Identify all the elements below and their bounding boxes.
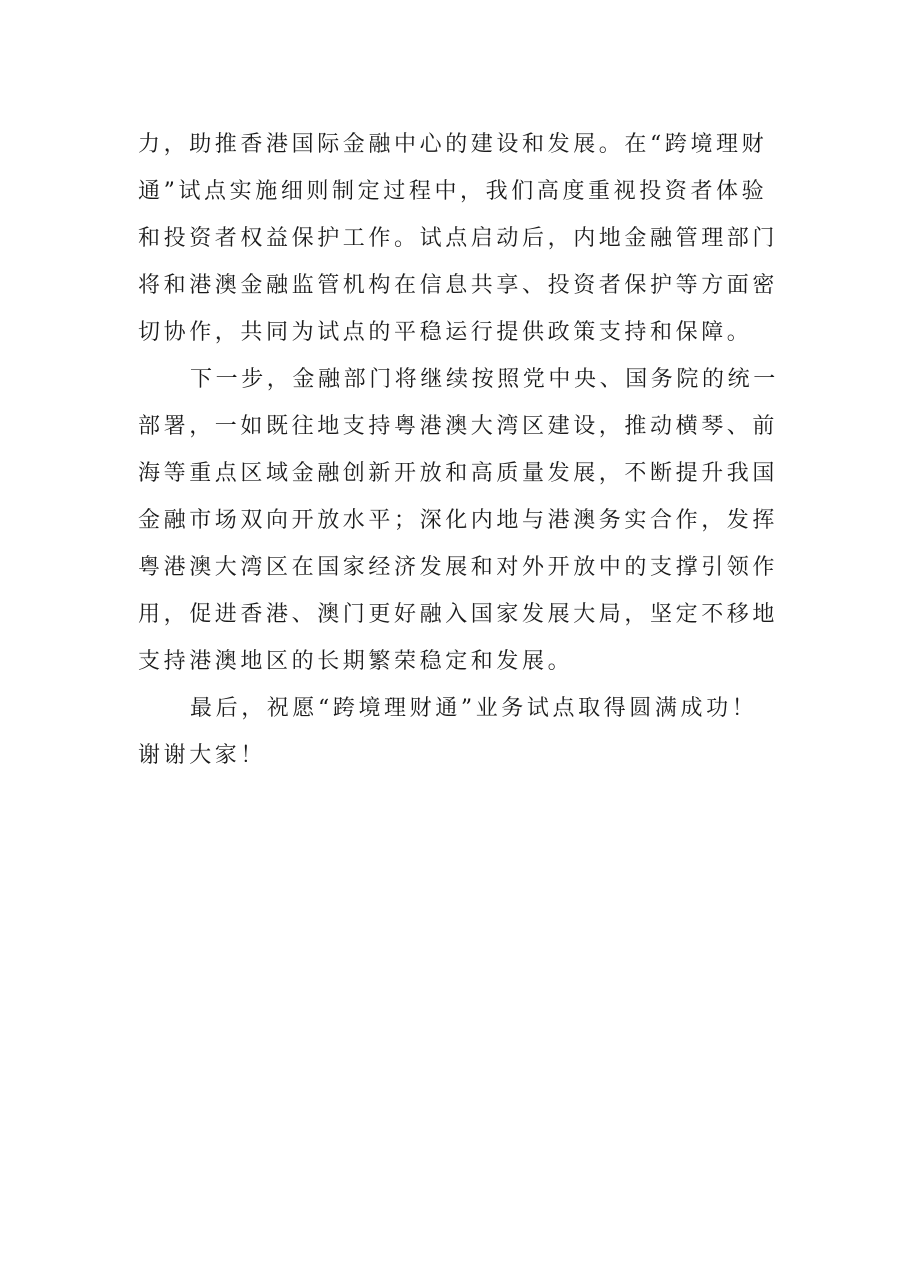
text-line: 谢谢大家！	[138, 743, 267, 768]
text-line: 用，促进香港、澳门更好融入国家发展大局，坚定不移地	[138, 602, 779, 627]
paragraph-2	[138, 356, 779, 685]
text-line: 支持港澳地区的长期繁荣稳定和发展。	[138, 649, 574, 674]
text-line: 最后，祝愿“跨境理财通”业务试点取得圆满成功！	[190, 696, 758, 721]
text-line: 海等重点区域金融创新开放和高质量发展，不断提升我国	[138, 461, 779, 486]
text-line: 切协作，共同为试点的平稳运行提供政策支持和保障。	[138, 320, 753, 345]
document-body	[138, 121, 779, 779]
text-line: 通”试点实施细则制定过程中，我们高度重视投资者体验	[138, 179, 768, 204]
text-line: 粤港澳大湾区在国家经济发展和对外开放中的支撑引领作	[138, 555, 779, 580]
text-line: 部署，一如既往地支持粤港澳大湾区建设，推动横琴、前	[138, 414, 779, 439]
text-line: 下一步，金融部门将继续按照党中央、国务院的统一	[190, 367, 779, 392]
text-line: 力，助推香港国际金融中心的建设和发展。在“跨境理财	[138, 132, 768, 157]
text-line: 金融市场双向开放水平；深化内地与港澳务实合作，发挥	[138, 508, 779, 533]
text-line: 将和港澳金融监管机构在信息共享、投资者保护等方面密	[138, 273, 779, 298]
text-line: 和投资者权益保护工作。试点启动后，内地金融管理部门	[138, 226, 779, 251]
paragraph-3	[138, 685, 758, 779]
paragraph-1	[138, 121, 779, 356]
